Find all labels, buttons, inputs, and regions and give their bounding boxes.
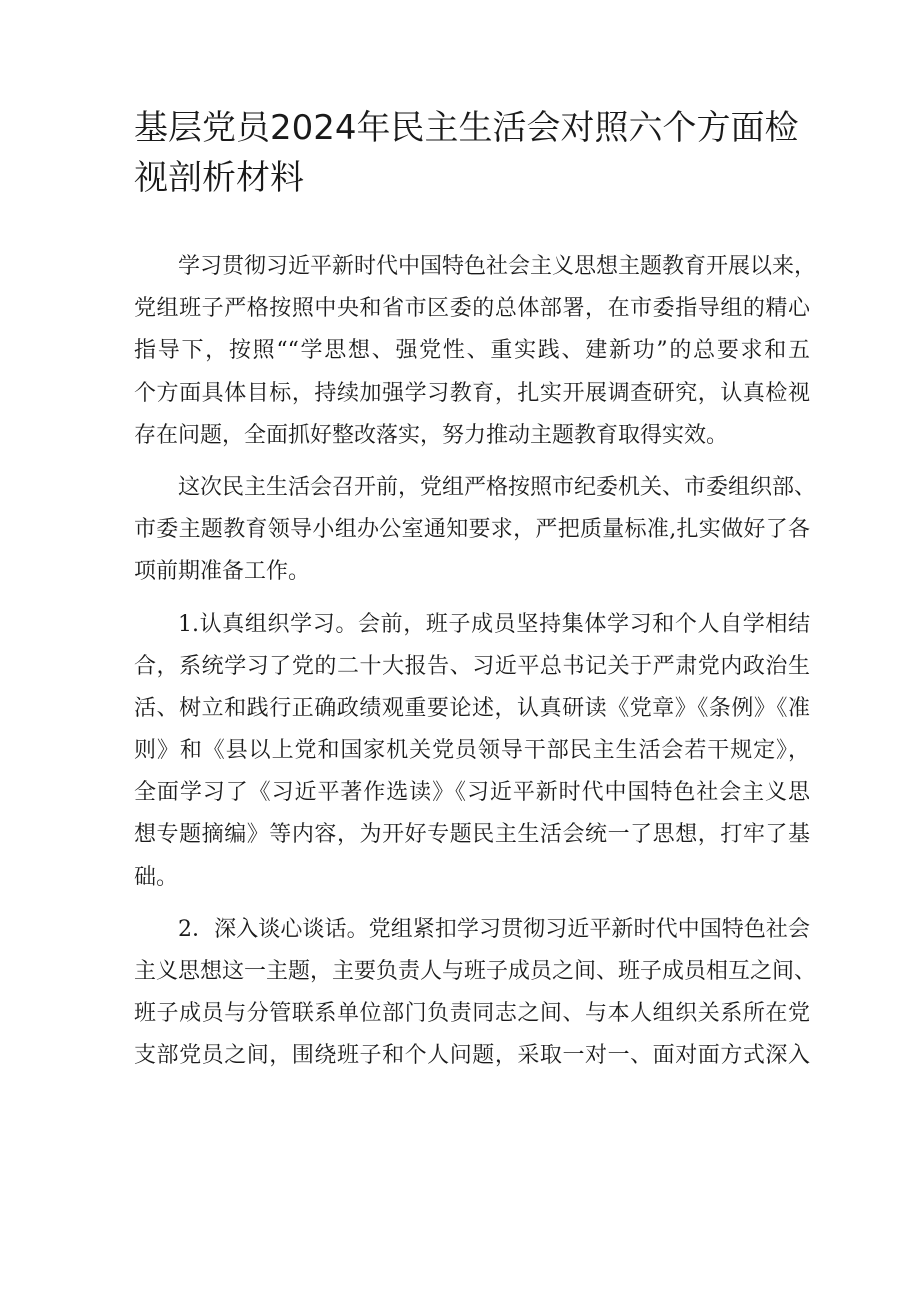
text-line: 2．深入谈心谈话。党组紧扣学习贯彻习近平新时代中国特色社会 [178, 916, 810, 942]
title-line-2: 视剖析材料 [134, 158, 304, 198]
text-line: 个方面具体目标，持续加强学习教育，扎实开展调查研究，认真检视 [134, 380, 810, 406]
title-line-1: 基层党员2024年民主生活会对照六个方面检 [134, 108, 799, 148]
text-line: 学习贯彻习近平新时代中国特色社会主义思想主题教育开展以来， [178, 254, 817, 279]
text-line: 主义思想这一主题，主要负责人与班子成员之间、班子成员相互之间、 [134, 959, 817, 984]
text-line: 活、树立和践行正确政绩观重要论述，认真研读《党章》《条例》《准 [134, 695, 810, 721]
text-line: 党组班子严格按照中央和省市区委的总体部署，在市委指导组的精心 [134, 296, 810, 322]
text-line: 则》和《县以上党和国家机关党员领导干部民主生活会若干规定》， [134, 738, 810, 764]
text-line: 础。 [134, 864, 179, 890]
text-line: 项前期准备工作。 [134, 559, 311, 585]
text-line: 市委主题教育领导小组办公室通知要求，严把质量标准,扎实做好了各 [134, 517, 810, 543]
paragraph-intro [134, 246, 817, 457]
paragraph-preparation [134, 467, 817, 594]
text-line: 指导下，按照““学思想、强党性、重实践、建新功”的总要求和五 [134, 338, 810, 364]
text-line: 支部党员之间，围绕班子和个人问题，采取一对一、面对面方式深入 [134, 1043, 810, 1069]
text-line: 存在问题，全面抓好整改落实，努力推动主题教育取得实效。 [134, 422, 729, 448]
text-line: 全面学习了《习近平著作选读》《习近平新时代中国特色社会主义思 [134, 780, 810, 806]
paragraph-item-2 [134, 909, 817, 1078]
text-line: 1.认真组织学习。会前，班子成员坚持集体学习和个人自学相结 [178, 611, 810, 637]
document-body [134, 246, 817, 1088]
paragraph-item-1 [134, 604, 810, 899]
document-title [134, 103, 804, 203]
text-line: 这次民主生活会召开前，党组严格按照市纪委机关、市委组织部、 [178, 474, 817, 500]
text-line: 班子成员与分管联系单位部门负责同志之间、与本人组织关系所在党 [134, 1001, 810, 1027]
text-line: 想专题摘编》等内容，为开好专题民主生活会统一了思想，打牢了基 [134, 822, 810, 848]
text-line: 合，系统学习了党的二十大报告、习近平总书记关于严肃党内政治生 [134, 653, 810, 679]
